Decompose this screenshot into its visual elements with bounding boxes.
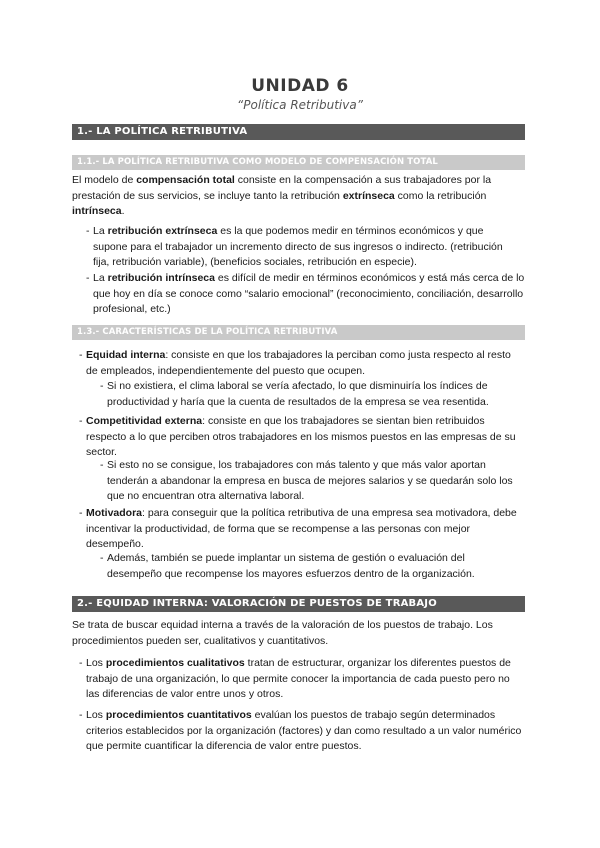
section-1-1-intro: El modelo de compensación total consiste en la compensación a sus trabajadores por la prestación de sus servicios, se incluye tanto la retribución extrínseca como la retribución intrínseca.: [72, 174, 492, 217]
bullet-equidad-interna: Equidad interna: consiste en que los trabajadores la perciban como justa respecto al resto de empleados, independientemente del puesto que ocupen.: [86, 349, 511, 377]
section-2-intro: Se trata de buscar equidad interna a través de la valoración de los puestos de trabajo. Los procedimientos pueden ser, cualitativos y cuantitativos.: [72, 619, 493, 647]
unit-title: UNIDAD 6: [251, 76, 349, 96]
section-1-1-heading: 1.1.- LA POLÍTICA RETRIBUTIVA COMO MODELO DE COMPENSACIÓN TOTAL: [72, 155, 525, 170]
bullet-dash: -: [79, 507, 83, 519]
section-2-heading: 2.- EQUIDAD INTERNA: VALORACIÓN DE PUESTOS DE TRABAJO: [72, 596, 525, 612]
bullet-competitividad-externa: Competitividad externa: consiste en que los trabajadores se sientan bien retribuidos respecto a lo que perciben otros trabajadores en los mismos puestos en las empresas de su sector.: [86, 415, 516, 458]
bullet-procedimientos-cuantitativos: Los procedimientos cuantitativos evalúan los puestos de trabajo según determinados criterios establecidos por la organización (factores) y dan como resultado a un valor numérico que permite cuantificar la diferencia de valor entre puestos.: [86, 709, 522, 752]
bullet-dash: -: [79, 415, 83, 427]
bullet-dash: -: [86, 225, 90, 237]
bullet-dash: -: [100, 380, 104, 392]
bullet-dash: -: [79, 349, 83, 361]
bullet-dash: -: [100, 459, 104, 471]
unit-subtitle: “Política Retributiva”: [237, 98, 363, 112]
bullet-dash: -: [100, 552, 104, 564]
sub-bullet-equidad-interna: Si no existiera, el clima laboral se vería afectado, lo que disminuiría los índices de productividad y haría que la cuenta de resultados de la empresa se vea resentida.: [107, 380, 489, 408]
bullet-retribucion-intrinseca: La retribución intrínseca es difícil de medir en términos económicos y está más cerca de lo que hoy en día se conoce como “salario emocional” (reconocimiento, conciliación, desarrollo profesional, etc.): [93, 272, 525, 315]
bullet-motivadora: Motivadora: para conseguir que la política retributiva de una empresa sea motivadora, debe incentivar la productividad, de forma que se recompense a las personas con mejor desempeño.: [86, 507, 517, 550]
section-1-heading: 1.- LA POLÍTICA RETRIBUTIVA: [72, 124, 525, 140]
bullet-dash: -: [79, 709, 83, 721]
bullet-dash: -: [79, 657, 83, 669]
section-1-3-heading: 1.3.- CARACTERÍSTICAS DE LA POLÍTICA RETRIBUTIVA: [72, 325, 525, 340]
sub-bullet-motivadora: Además, también se puede implantar un sistema de gestión o evaluación del desempeño que recompense los mayores esfuerzos dentro de la organización.: [107, 552, 475, 580]
sub-bullet-competitividad-externa: Si esto no se consigue, los trabajadores con más talento y que más valor aportan tenderán a abandonar la empresa en busca de mejores salarios y se quedarán solo los que no encuentran otra alternativa laboral.: [107, 459, 513, 502]
bullet-procedimientos-cualitativos: Los procedimientos cualitativos tratan de estructurar, organizar los diferentes puestos de trabajo de una organización, lo que permite conocer la importancia de cada puesto pero no las diferencias de valor entre unos y otros.: [86, 657, 511, 700]
bullet-dash: -: [86, 272, 90, 284]
bullet-retribucion-extrinseca: La retribución extrínseca es la que podemos medir en términos económicos y que supone para el trabajador un incremento directo de sus ingresos o indirecto. (retribución fija, retribución variable), (beneficios sociales, retribución en especie).: [93, 225, 503, 268]
